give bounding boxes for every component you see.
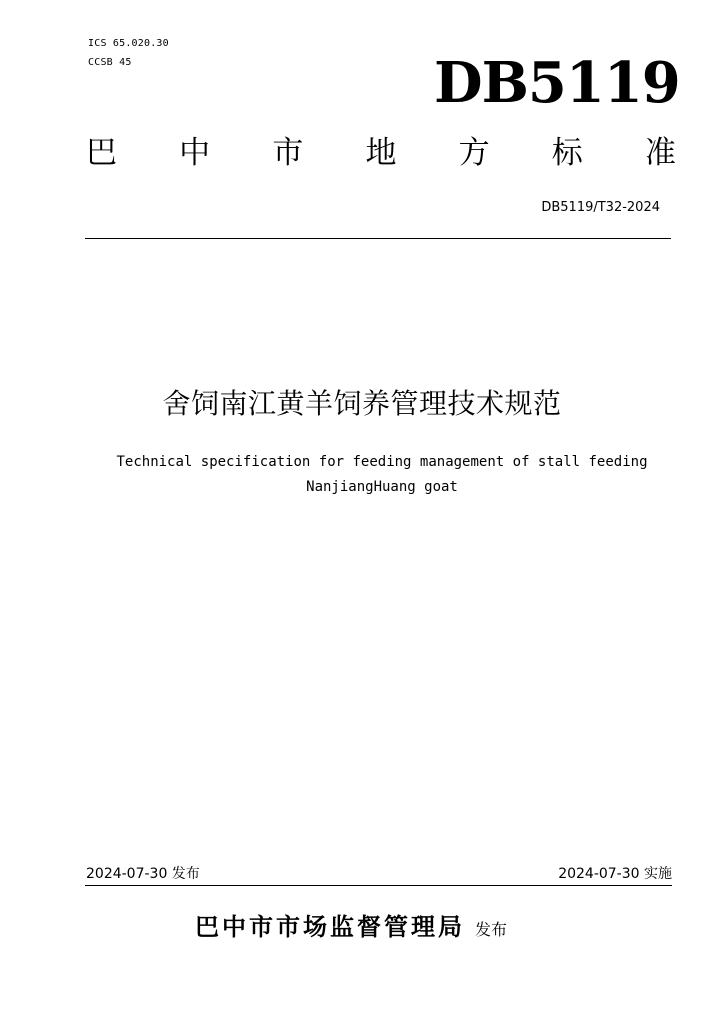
issuer-name: 巴中市市场监督管理局 <box>195 913 465 941</box>
title-english-line-1: Technical specification for feeding management of stall feeding <box>116 454 648 470</box>
standard-type-heading <box>86 132 676 174</box>
standard-number: DB5119/T32-2024 <box>541 200 660 215</box>
top-divider <box>85 238 671 239</box>
standard-type-char: 市 <box>272 135 304 171</box>
title-english <box>62 450 702 500</box>
db-logo: DB5119 <box>434 50 680 116</box>
implement-date: 2024-07-30 实施 <box>558 866 672 882</box>
standard-type-char: 标 <box>551 135 583 171</box>
standard-type-char: 地 <box>365 135 397 171</box>
standard-type-char: 中 <box>179 135 211 171</box>
ics-code: ICS 65.020.30 <box>88 38 169 49</box>
bottom-divider <box>85 885 672 886</box>
ccsb-code: CCSB 45 <box>88 57 132 68</box>
issuer-suffix: 发布 <box>475 920 508 939</box>
title-chinese: 舍饲南江黄羊饲养管理技术规范 <box>162 387 562 420</box>
publish-date: 2024-07-30 发布 <box>86 866 200 882</box>
standard-type-char: 准 <box>644 135 676 171</box>
title-english-line-2: NanjiangHuang goat <box>306 479 458 495</box>
standard-type-char: 巴 <box>86 135 117 171</box>
issuer-line <box>195 909 507 948</box>
standard-type-char: 方 <box>458 135 490 171</box>
